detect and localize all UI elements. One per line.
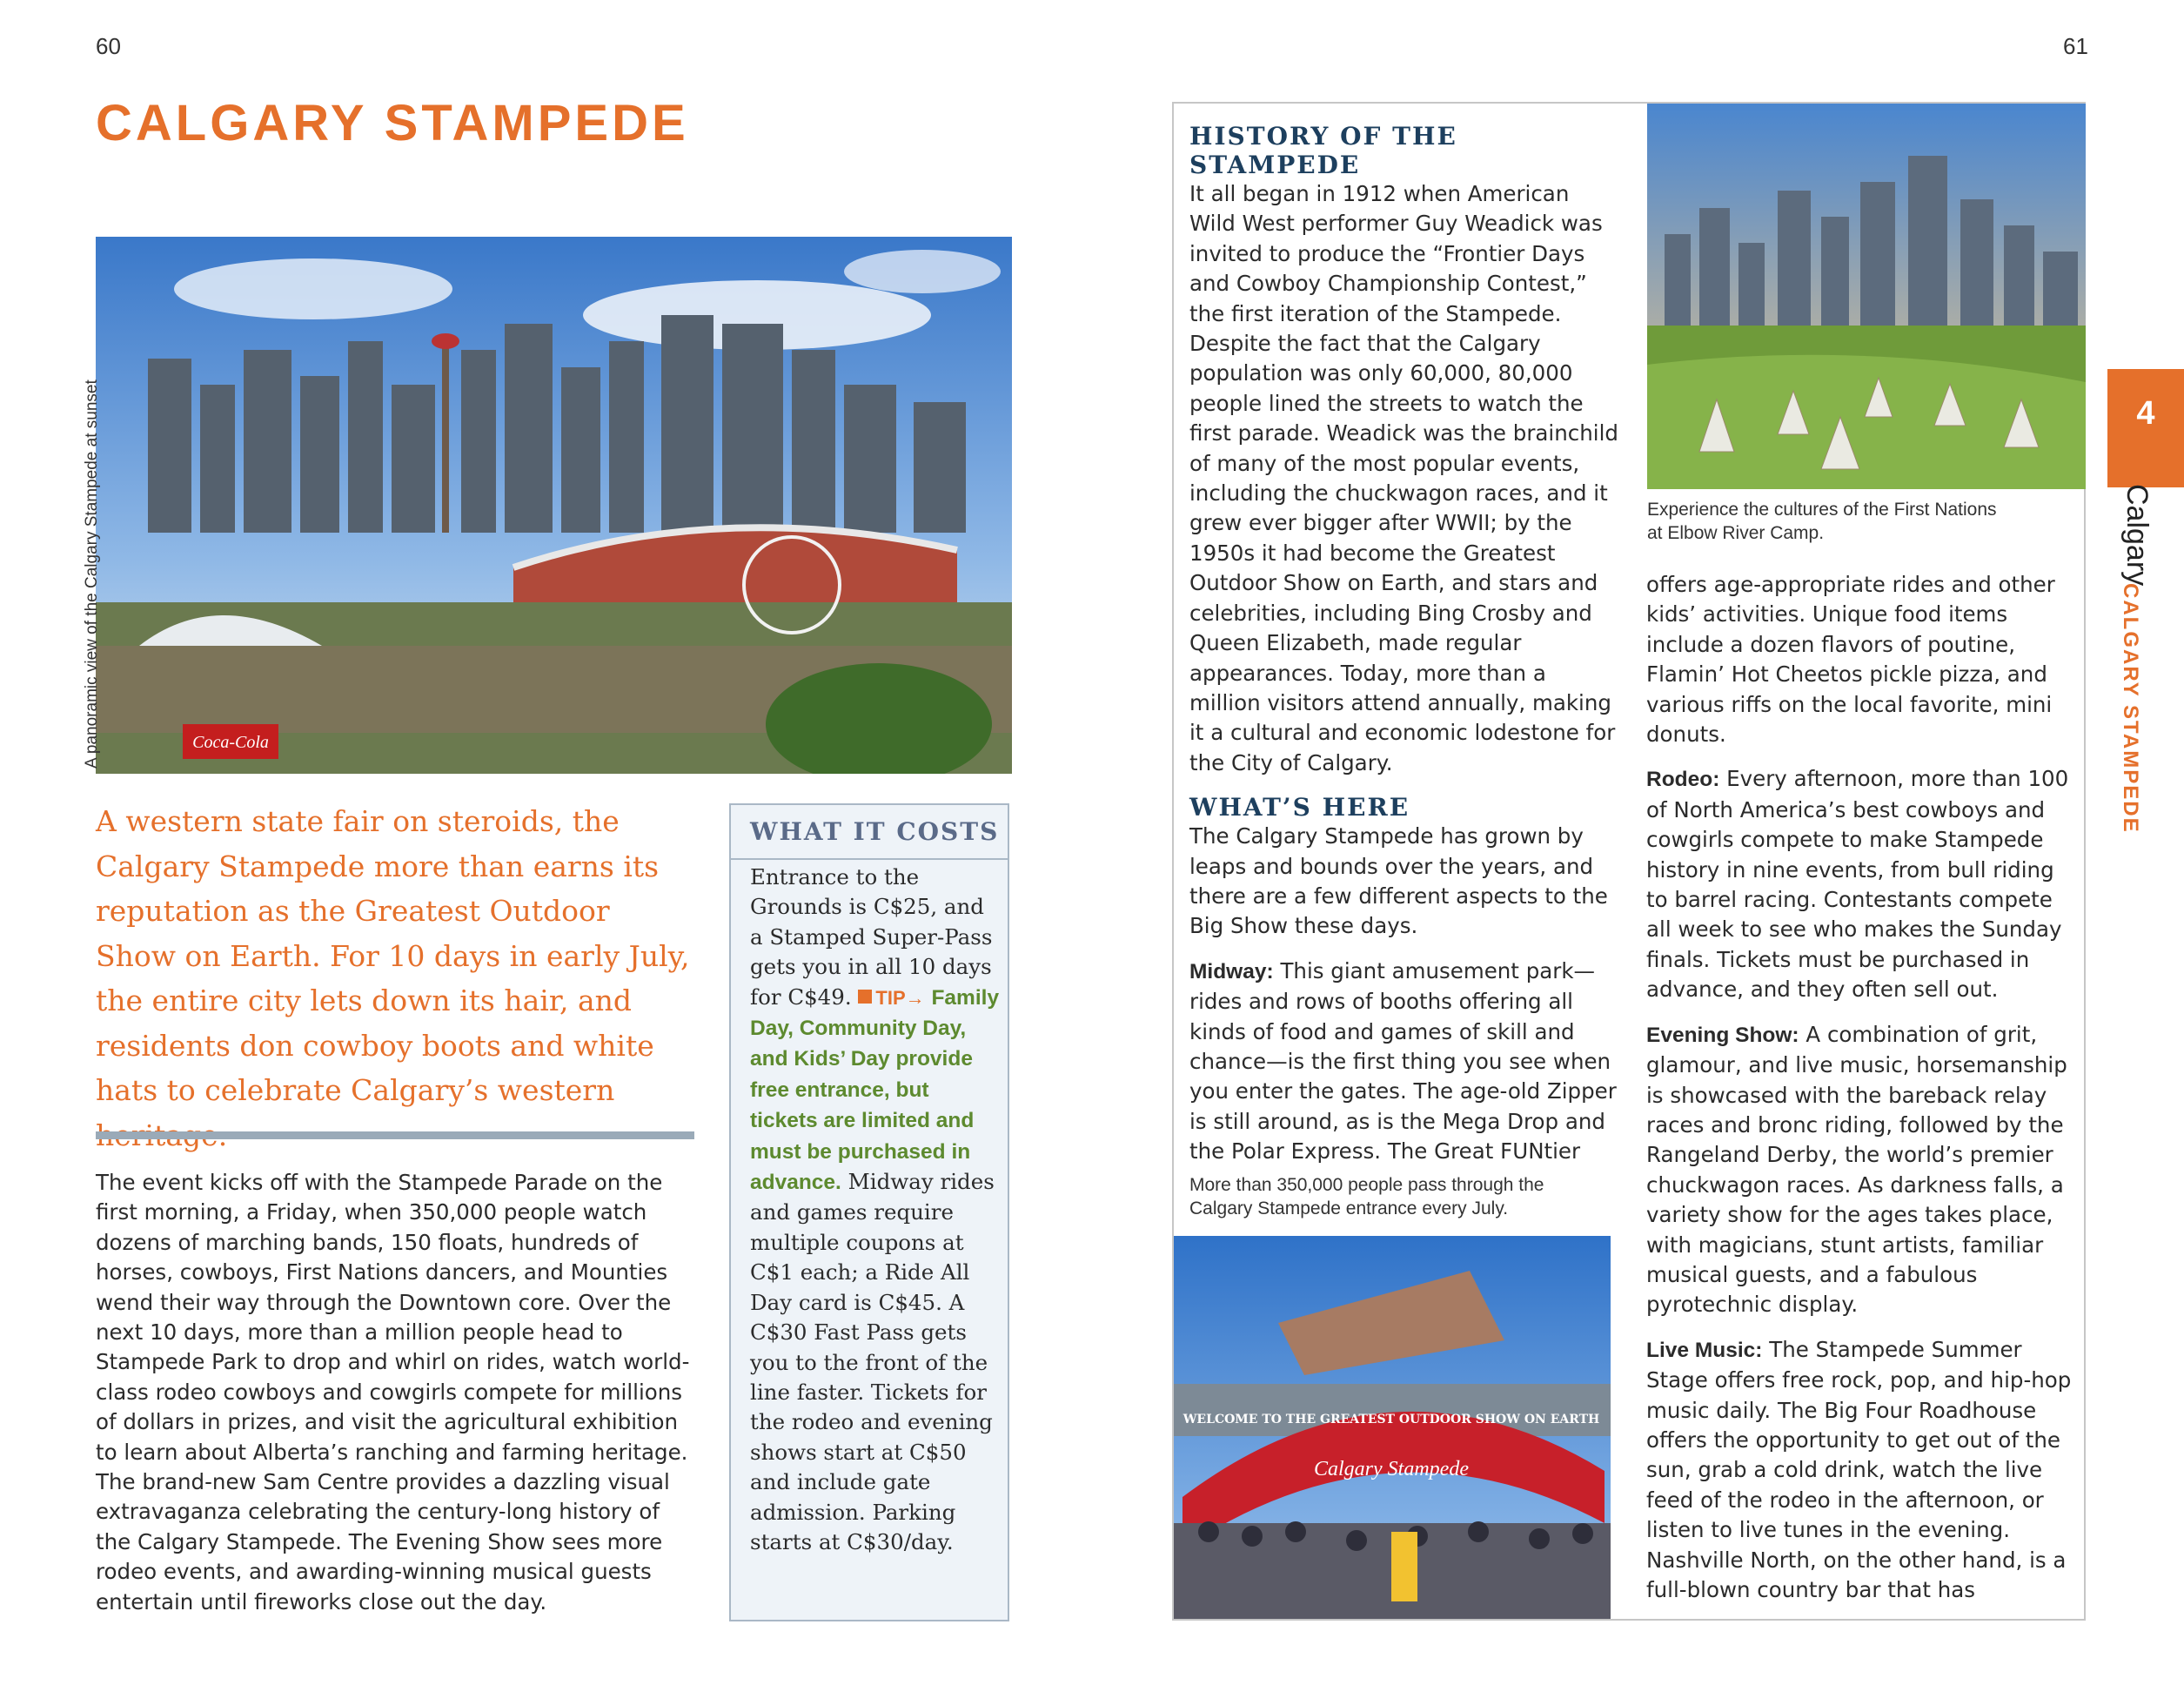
- rodeo-text: Every afternoon, more than 100 of North America’s best cowboys and cowgirls compete to make Stampede history in nine events, from bull riding to barrel racing. Contestants compete all week to see who makes the Sunday finals. Tickets must be purchased in advance, and they often sell out.: [1646, 766, 2069, 1003]
- entrance-sign: Calgary Stampede: [1314, 1458, 1469, 1480]
- costs-text-2: Midway rides and games require multiple coupons at C$1 each; a Ride All Day card is C$45. A C$30 Fast Pass gets you to the front of the line faster. Tickets for the rodeo and evening shows start at C$50 and include gate admission. Parking starts at C$30/day.: [750, 1169, 995, 1554]
- tip-text: Family Day, Community Day, and Kids’ Day provide free entrance, but tickets are limited and must be purchased in advance.: [750, 985, 1000, 1195]
- evening-show-label: Evening Show:: [1646, 1023, 1799, 1047]
- entrance-photo-caption: More than 350,000 people pass through the Calgary Stampede entrance every July.: [1189, 1175, 1544, 1218]
- costs-text-1: Entrance to the Grounds is C$25, and a Stamped Super-Pass gets you in all 10 days for C$49.: [750, 864, 993, 1010]
- midway-label: Midway:: [1189, 959, 1274, 983]
- page-number-right: 61: [2063, 33, 2088, 59]
- stampede-gate-photo-icon: [1174, 1236, 1611, 1619]
- live-music-label: Live Music:: [1646, 1338, 1763, 1362]
- elbow-photo-caption: Experience the cultures of the First Nations at Elbow River Camp.: [1647, 500, 1997, 543]
- midway-continued: offers age-appropriate rides and other kids’ activities. Unique food items include a dozen flavors of poutine, Flamin’ Hot Cheetos pickle pizza, and various riffs on the local favorite, mini donuts.: [1646, 572, 2055, 748]
- entrance-arch-text: WELCOME TO THE GREATEST OUTDOOR SHOW ON EARTH: [1182, 1413, 1600, 1427]
- rodeo-paragraph: [1646, 764, 2077, 1004]
- city-skyline-photo-icon: [96, 237, 1012, 774]
- page-title: CALGARY STAMPEDE: [96, 95, 689, 151]
- intro-paragraph: A western state fair on steroids, the Calgary Stampede more than earns its reputation as the Greatest Outdoor Show on Earth. For 10 days in early July, the entire city lets down its hair, and residents don cowboy boots and white hats to celebrate Calgary’s western: [96, 804, 690, 1107]
- stampede-entrance-photo: [1174, 1236, 1611, 1619]
- history-text: It all began in 1912 when American Wild West performer Guy Weadick was invited to produce the “Frontier Days and Cowboy Championship Contest,” the first iteration of the Stampede. Despite the fact that the Calgary population was only 60,000, 80,000 people lined the streets to watch the first parade. Weadick was the brainchild of many of the most popular events, including the chuckwagon races, and it grew ever bigger after WWII; by the 1950s it had become the Greatest Outdoor Show on Earth, and stars and celebrities, including Bing Crosby and Queen Elizabeth, made regular appearances. Today, more than a million visitors attend annually, making it a cultural and economic lodestone for the City of Calgary.: [1189, 181, 1618, 775]
- live-music-paragraph: [1646, 1335, 2077, 1606]
- costs-heading: WHAT IT COSTS: [731, 805, 1008, 860]
- panorama-photo: [96, 237, 1012, 774]
- elbow-river-camp-photo: [1647, 104, 2086, 489]
- tip-square-icon: [858, 990, 872, 1004]
- tip-label: TIP→: [875, 986, 925, 1009]
- evening-show-paragraph: [1646, 1020, 2077, 1320]
- side-section-text: CALGARY STAMPEDE: [2119, 583, 2142, 834]
- evening-show-text: A combination of grit, glamour, and live music, horsemanship is showcased with the bareback relay races and bronc riding, followed by the Rangeland Derby, the world’s premier chuckwagon races. As darkness falls, a variety show for the ages takes place, with magicians, stunt artists, familiar musical guests, and a fabulous pyrotechnic display.: [1646, 1021, 2067, 1318]
- history-heading: HISTORY OF THE STAMPEDE: [1189, 122, 1457, 179]
- whats-here-heading: WHAT’S HERE: [1189, 793, 1410, 822]
- main-text: The event kicks off with the Stampede Parade on the first morning, a Friday, when 350,000 people watch dozens of marching bands, 150 floats, hundreds of horses, cowboys, First Nations dancers, and Mounties wend their way through the Downtown core. Over the next 10 days, more than a million people head to Stampede Park to drop and whirl on rides, watch world-class rodeo cowboys and cowgirls compete for millions of dollars in prizes, and visit the agricultural exhibition to learn about Alberta’s ranching and farming heritage. The brand-new Sam Centre provides a dazzling visual extravaganza celebrating the century-long history of the Calgary Stampede. The Evening Show sees more rodeo events, and awarding-winning musical guests entertain until fireworks close out the day.: [96, 1170, 690, 1615]
- midway-paragraph: [1189, 957, 1620, 1167]
- whats-here-intro: The Calgary Stampede has grown by leaps and bounds over the years, and there are a few different aspects to the Big Show these days.: [1189, 823, 1608, 939]
- costs-body: [750, 863, 1002, 1557]
- live-music-text: The Stampede Summer Stage offers free rock, pop, and hip-hop music daily. The Big Four Roadhouse offers the opportunity to get out of the sun, grab a cold drink, watch the live feed of the rodeo in the afternoon, or listen to live tunes in the evening. Nashville North, on the other hand, is a full-blown country bar that has: [1646, 1336, 2072, 1602]
- chapter-number: 4: [2136, 395, 2155, 432]
- costs-box: [729, 803, 1009, 1621]
- right-column-2: [1646, 570, 2077, 1620]
- cola-sign: Coca-Cola: [192, 733, 269, 752]
- photo-credit-text: A panoramic view of the Calgary Stampede at sunset: [83, 379, 101, 769]
- page-number-left: 60: [96, 33, 121, 59]
- chapter-tab: [2107, 369, 2184, 487]
- right-column-1: [1189, 122, 1620, 1182]
- midway-text: This giant amusement park—rides and rows of booths offering all kinds of food and games of skill and chance—is the first thing you see when you enter the gates. The age-old Zipper is still around, as is the Mega Drop and the Polar Express. The Great FUNtier: [1189, 957, 1617, 1165]
- side-city-text: Calgary: [2120, 484, 2154, 587]
- intro-divider: [96, 1131, 694, 1139]
- teepee-camp-photo-icon: [1647, 104, 2086, 489]
- rodeo-label: Rodeo:: [1646, 768, 1720, 792]
